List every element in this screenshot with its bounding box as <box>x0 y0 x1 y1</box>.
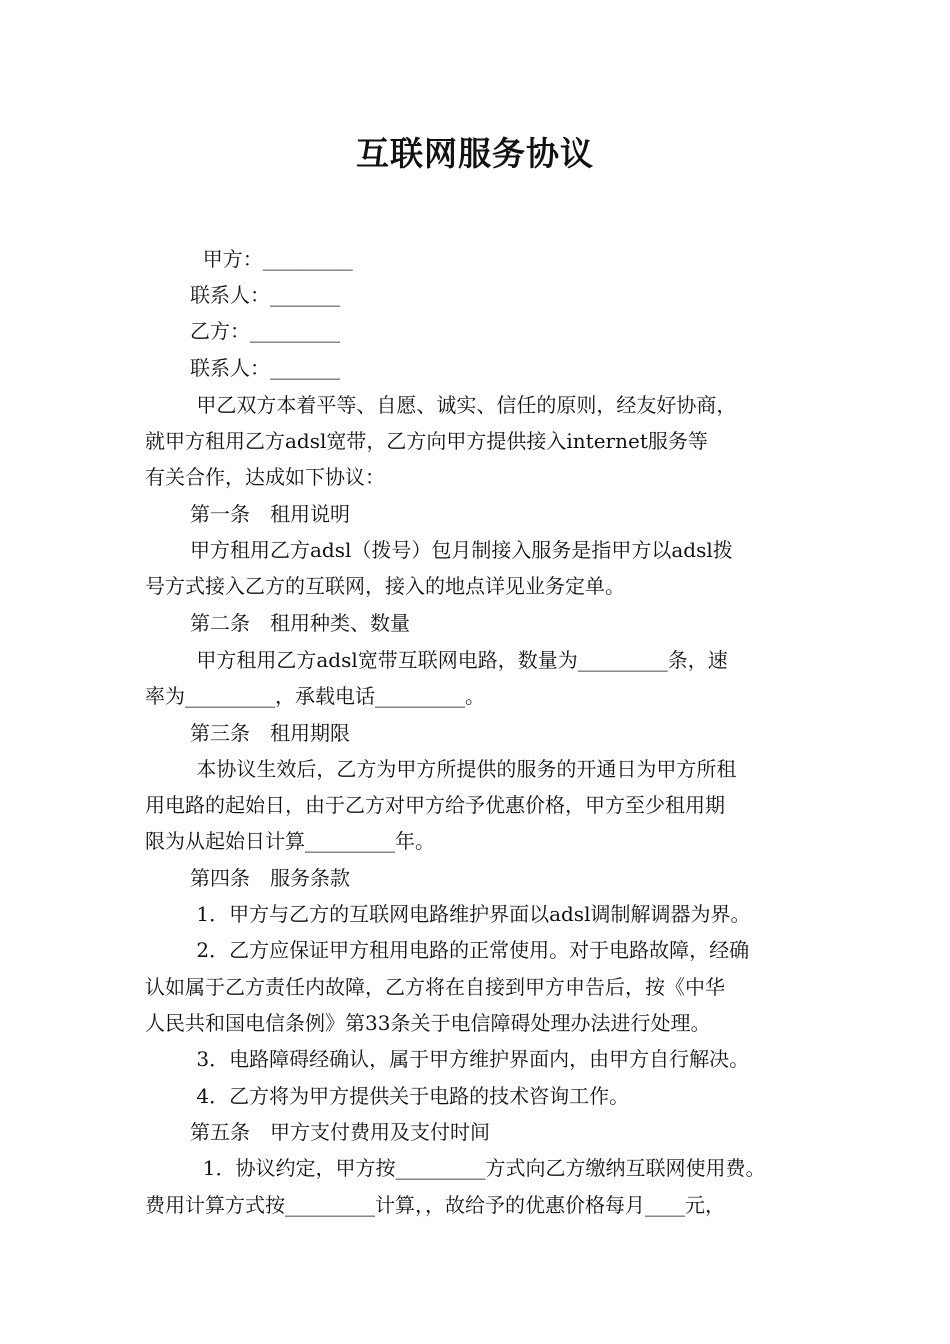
document-line: 限为从起始日计算_________年。 <box>145 829 435 853</box>
document-line: 第五条 甲方支付费用及支付时间 <box>190 1120 490 1144</box>
document-line: 认如属于乙方责任内故障，乙方将在自接到甲方申告后，按《中华 <box>145 975 725 999</box>
document-line: 甲方：_________ <box>190 247 353 271</box>
document-line: 第一条 租用说明 <box>190 502 350 526</box>
document-line: 费用计算方式按_________计算，，故给予的优惠价格每月____元， <box>145 1193 725 1217</box>
document-line: 第四条 服务条款 <box>190 866 350 890</box>
document-line: 人民共和国电信条例》第33条关于电信障碍处理办法进行处理。 <box>145 1011 711 1035</box>
document-line: 2．乙方应保证甲方租用电路的正常使用。对于电路故障，经确 <box>190 938 750 962</box>
document-title: 互联网服务协议 <box>356 134 594 173</box>
document-line: 有关合作，达成如下协议： <box>145 465 385 489</box>
document-line: 3．电路障碍经确认，属于甲方维护界面内，由甲方自行解决。 <box>190 1047 750 1071</box>
document-line: 联系人：_______ <box>190 356 340 380</box>
document-line: 甲乙双方本着平等、自愿、诚实、信任的原则，经友好协商， <box>190 393 737 417</box>
document-line: 本协议生效后，乙方为甲方所提供的服务的开通日为甲方所租 <box>190 757 737 781</box>
document-line: 乙方：_________ <box>190 319 340 343</box>
document-line: 就甲方租用乙方adsl宽带，乙方向甲方提供接入internet服务等 <box>145 429 708 453</box>
document-line: 率为_________，承载电话_________。 <box>145 684 485 708</box>
document-line: 第三条 租用期限 <box>190 721 350 745</box>
document-line: 4．乙方将为甲方提供关于电路的技术咨询工作。 <box>190 1084 630 1108</box>
document-line: 用电路的起始日，由于乙方对甲方给予优惠价格，甲方至少租用期 <box>145 793 725 817</box>
document-line: 1．协议约定，甲方按_________方式向乙方缴纳互联网使用费。 <box>190 1156 766 1180</box>
document-line: 第二条 租用种类、数量 <box>190 611 410 635</box>
document-line: 号方式接入乙方的互联网，接入的地点详见业务定单。 <box>145 574 625 598</box>
document-line: 联系人：_______ <box>190 283 340 307</box>
document-line: 1．甲方与乙方的互联网电路维护界面以adsl调制解调器为界。 <box>190 902 751 926</box>
document-line: 甲方租用乙方adsl（拨号）包月制接入服务是指甲方以adsl拨 <box>190 538 733 562</box>
document-line: 甲方租用乙方adsl宽带互联网电路，数量为_________条，速 <box>190 648 728 672</box>
